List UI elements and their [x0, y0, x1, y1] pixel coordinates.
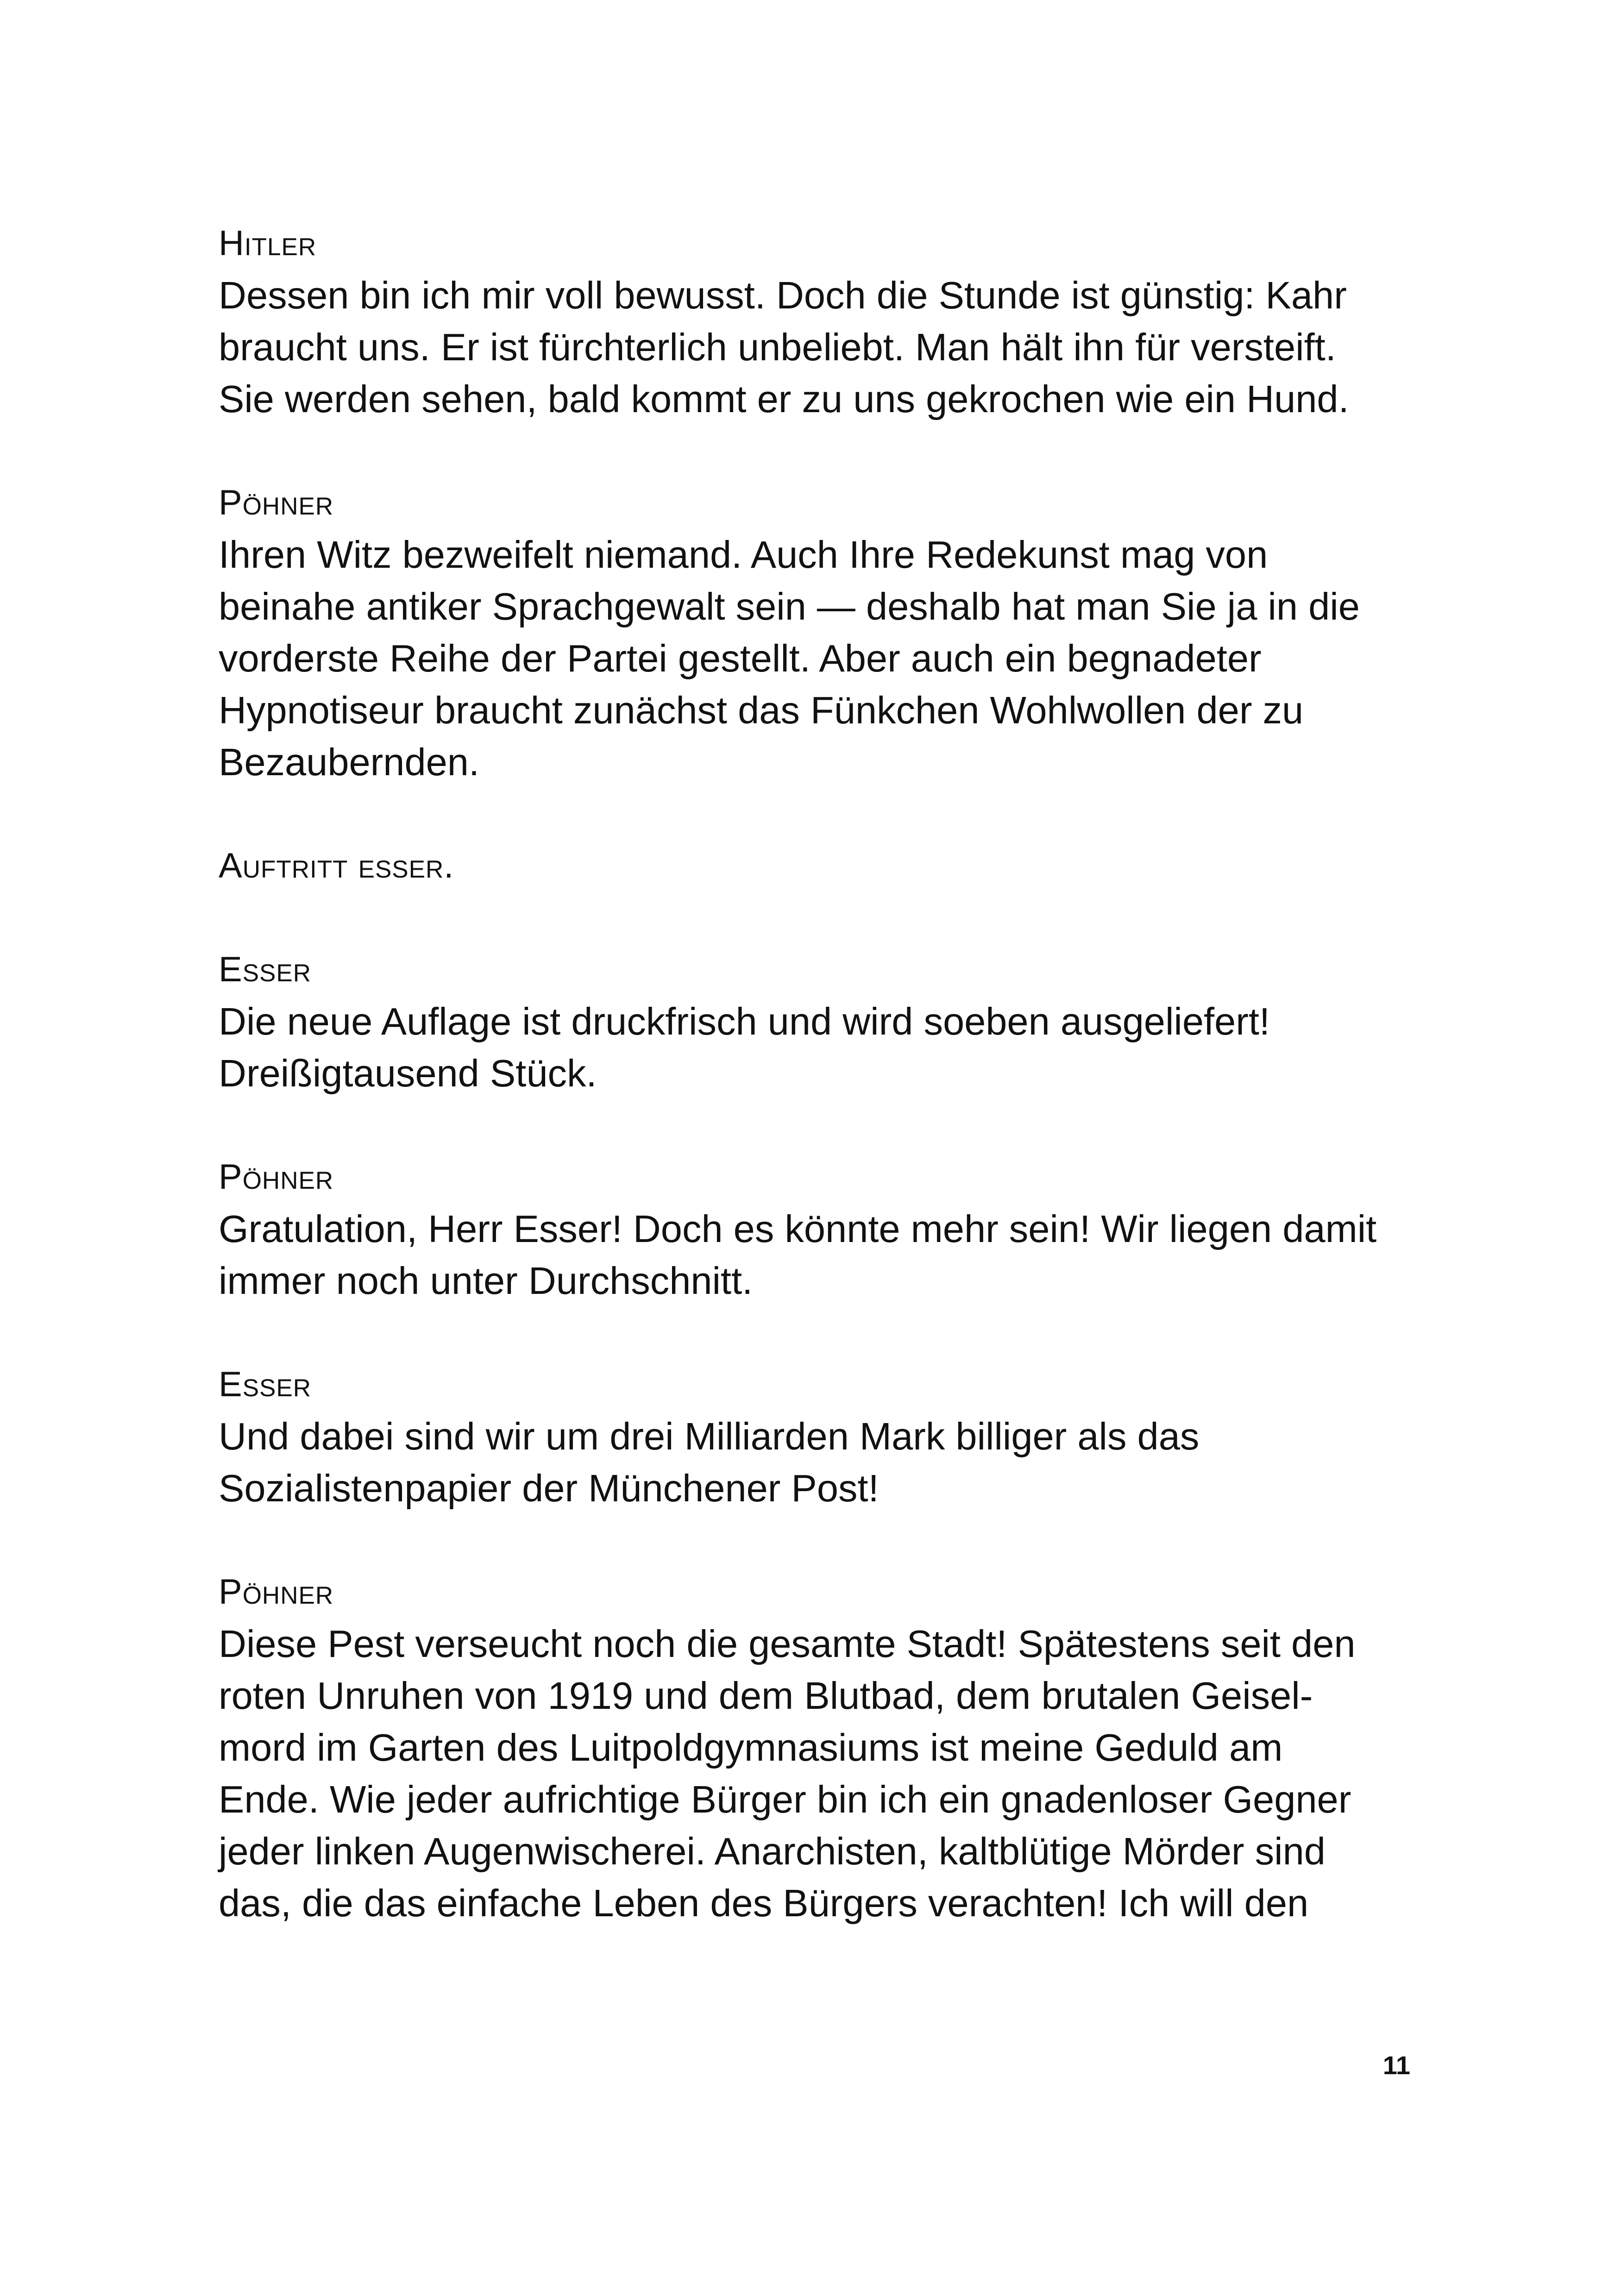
stage-direction: Auftritt esser. — [219, 846, 454, 885]
dialogue-line: Dreißigtausend Stück. — [219, 1052, 597, 1095]
dialogue-line: Ihren Witz bezweifelt niemand. Auch Ihre Redekunst mag von — [219, 533, 1268, 576]
speaker-name: Hitler — [219, 224, 317, 263]
dialogue-line: braucht uns. Er ist fürchterlich unbeliebt. Man hält ihn für versteift. — [219, 326, 1336, 369]
stage-direction-block — [219, 840, 1404, 892]
dialogue-line: vorderste Reihe der Partei gestellt. Aber auch ein begnadeter — [219, 637, 1262, 680]
speaker-name: Esser — [219, 950, 312, 989]
dialogue-line: Hypnotiseur braucht zunächst das Fünkchen Wohlwollen der zu — [219, 689, 1304, 732]
speaker-name: Pöhner — [219, 1572, 334, 1612]
dialogue-line: immer noch unter Durchschnitt. — [219, 1259, 753, 1302]
dialogue-line: Gratulation, Herr Esser! Doch es könnte mehr sein! Wir liegen damit — [219, 1207, 1377, 1250]
speaker-name: Pöhner — [219, 483, 334, 522]
dialogue-block-poehner — [219, 1151, 1404, 1307]
dialogue-line: Sozialistenpapier der Münchener Post! — [219, 1467, 879, 1510]
dialogue-line: roten Unruhen von 1919 und dem Blutbad, dem brutalen Geisel- — [219, 1674, 1313, 1717]
dialogue-line: jeder linken Augenwischerei. Anarchisten, kaltblütige Mörder sind — [219, 1830, 1326, 1873]
dialogue-line: mord im Garten des Luitpoldgymnasiums ist meine Geduld am — [219, 1726, 1283, 1769]
dialogue-line: beinahe antiker Sprachgewalt sein — deshalb hat man Sie ja in die — [219, 585, 1360, 628]
dialogue-line: Bezaubernden. — [219, 740, 480, 784]
dialogue-block-poehner — [219, 1566, 1404, 1929]
dialogue-block-esser — [219, 1359, 1404, 1514]
dialogue-line: das, die das einfache Leben des Bürgers verachten! Ich will den — [219, 1882, 1309, 1925]
dialogue-line: Die neue Auflage ist druckfrisch und wird soeben ausgeliefert! — [219, 1000, 1270, 1043]
dialogue-line: Ende. Wie jeder aufrichtige Bürger bin ich ein gnadenloser Gegner — [219, 1778, 1351, 1821]
dialogue-line: Diese Pest verseucht noch die gesamte Stadt! Spätestens seit den — [219, 1622, 1356, 1665]
dialogue-line: Sie werden sehen, bald kommt er zu uns gekrochen wie ein Hund. — [219, 377, 1349, 420]
page-number: 11 — [1382, 2051, 1410, 2080]
script-page — [219, 218, 1404, 1981]
dialogue-block-esser — [219, 944, 1404, 1099]
speaker-name: Esser — [219, 1365, 312, 1404]
dialogue-block-poehner — [219, 477, 1404, 788]
dialogue-block-hitler — [219, 218, 1404, 425]
dialogue-line: Und dabei sind wir um drei Milliarden Mark billiger als das — [219, 1415, 1200, 1458]
speaker-name: Pöhner — [219, 1157, 334, 1197]
dialogue-line: Dessen bin ich mir voll bewusst. Doch die Stunde ist günstig: Kahr — [219, 274, 1347, 317]
